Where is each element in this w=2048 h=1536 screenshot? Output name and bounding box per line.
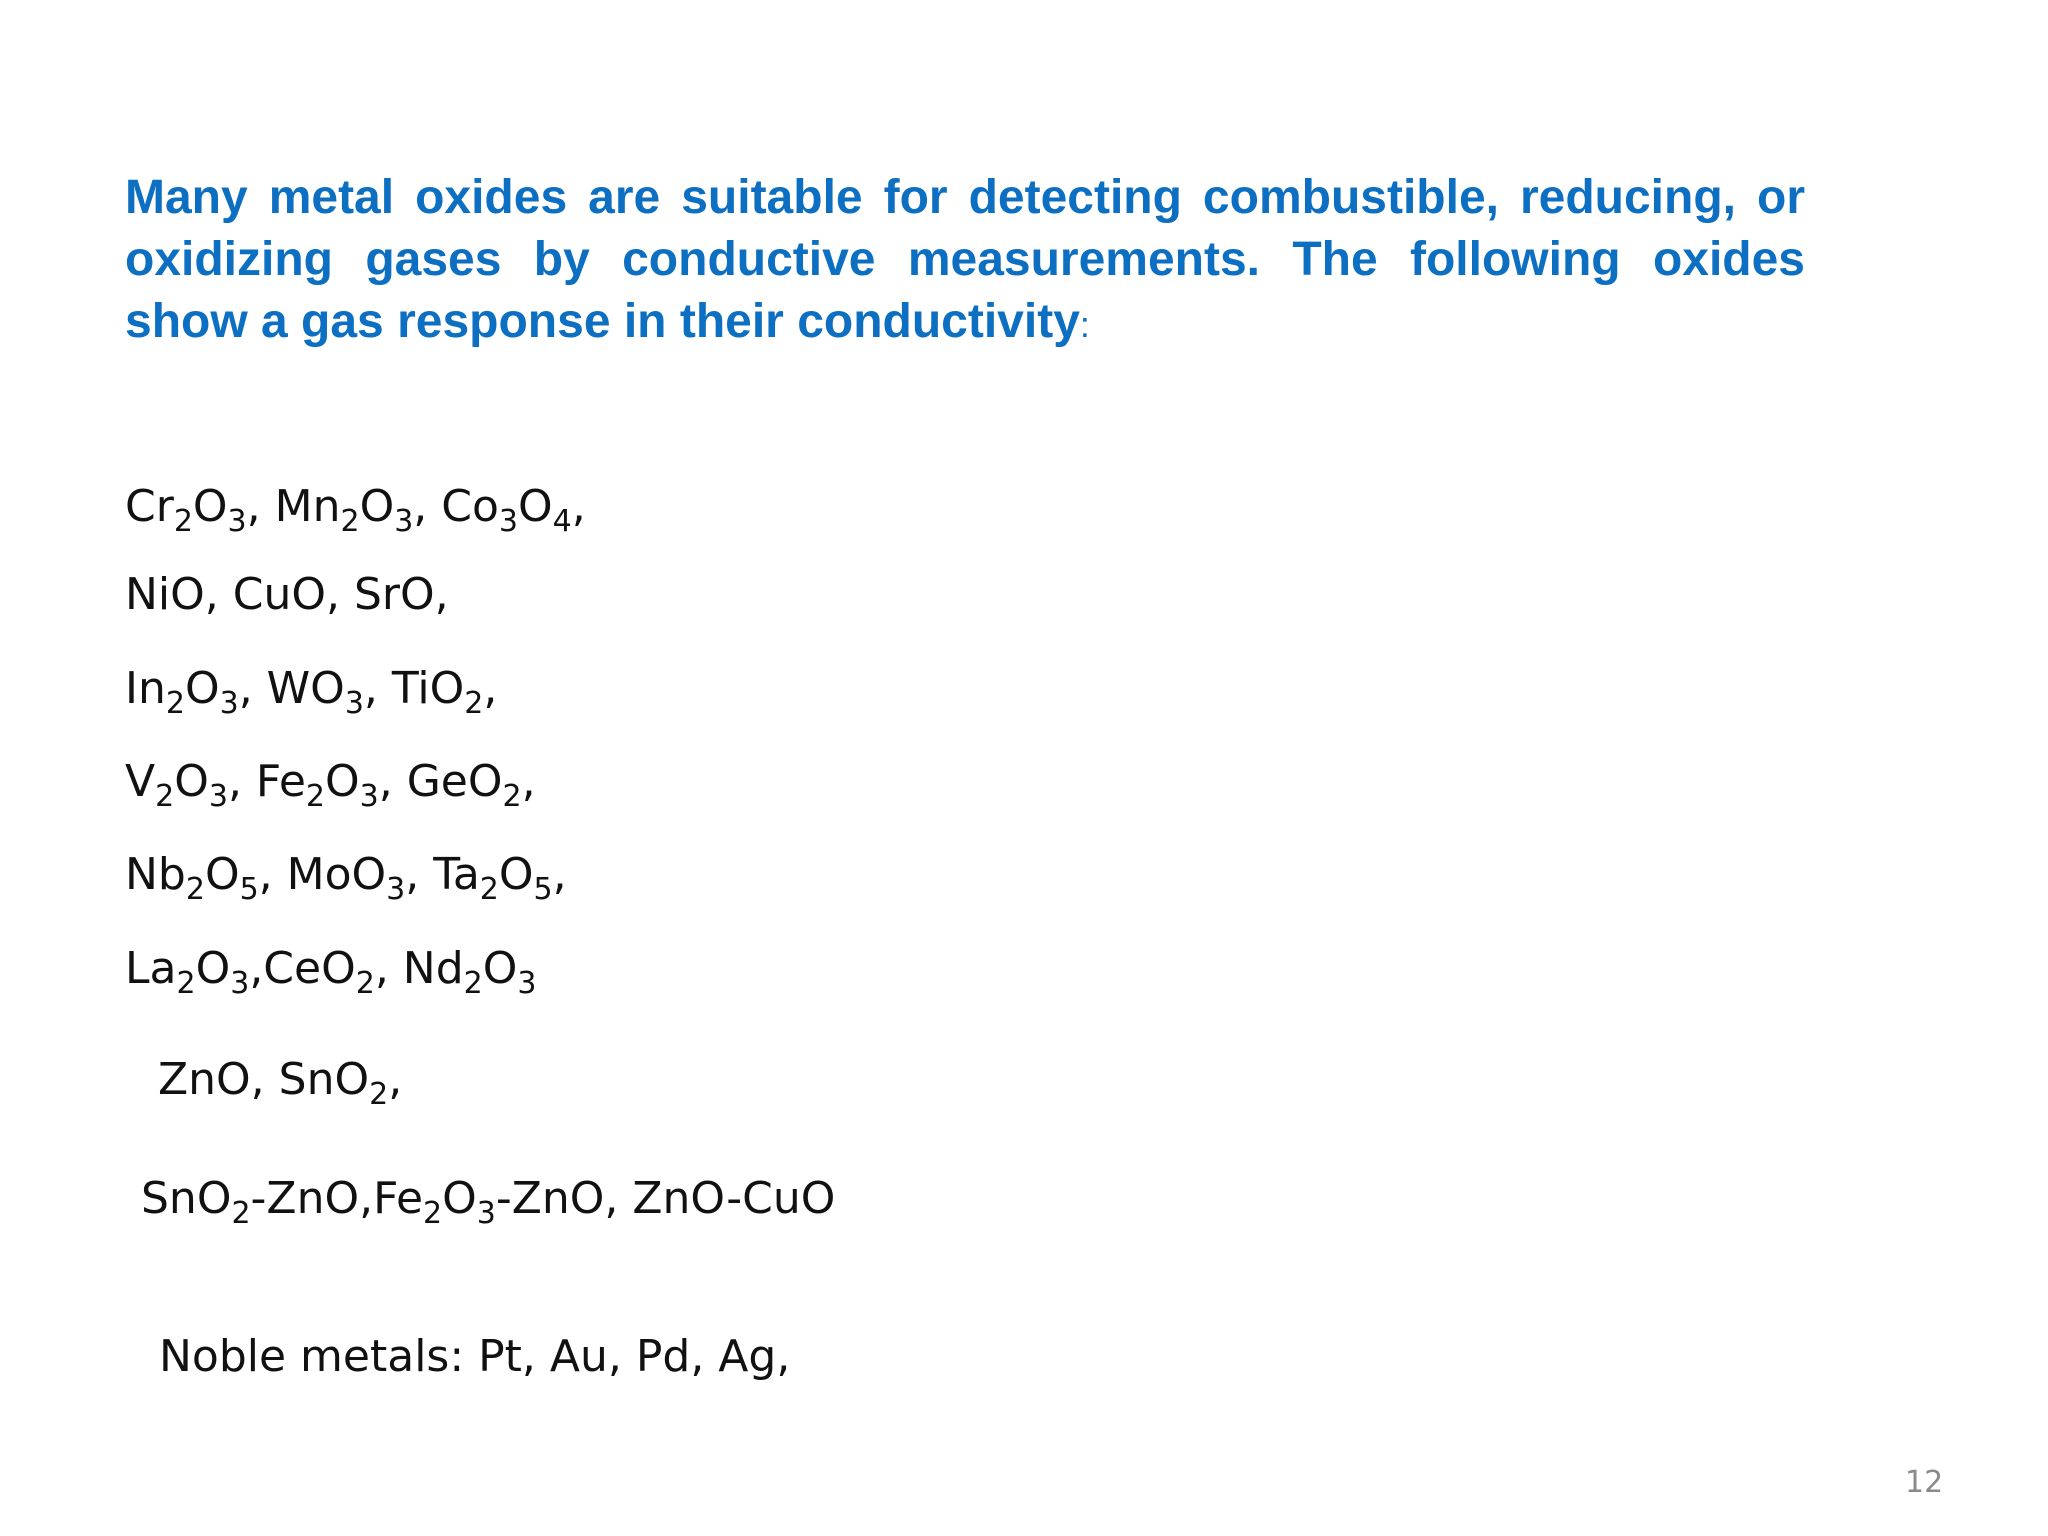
subscript: 2	[185, 872, 205, 907]
oxide-line-1	[125, 480, 586, 539]
subscript: 3	[517, 966, 537, 1001]
subscript: 4	[552, 504, 572, 539]
formula-text: Nb	[125, 849, 186, 900]
intro-paragraph	[125, 167, 1805, 356]
subscript: 2	[231, 1196, 251, 1231]
subscript: 2	[423, 1196, 443, 1231]
subscript: 3	[394, 504, 414, 539]
noble-metals-line	[159, 1330, 790, 1384]
formula-text: In	[125, 663, 166, 714]
subscript: 2	[173, 504, 193, 539]
formula-text: SnO	[141, 1173, 232, 1224]
formula-text: ,	[552, 849, 567, 900]
formula-text: O	[324, 756, 360, 807]
formula-text: V	[125, 756, 156, 807]
oxide-line-8	[141, 1172, 836, 1231]
formula-text: ,	[483, 663, 498, 714]
formula-text: ZnO, SnO	[158, 1054, 370, 1105]
subscript: 2	[479, 872, 499, 907]
intro-colon: :	[1079, 304, 1090, 345]
formula-text: Noble metals: Pt, Au, Pd, Ag,	[159, 1331, 791, 1382]
formula-text: O	[442, 1173, 477, 1224]
formula-text: O	[518, 481, 553, 532]
formula-text: O	[174, 756, 209, 807]
subscript: 2	[155, 779, 175, 814]
subscript: 3	[227, 504, 247, 539]
formula-text: -ZnO,Fe	[250, 1173, 424, 1224]
subscript: 2	[305, 779, 325, 814]
subscript: 2	[165, 686, 185, 721]
subscript: 2	[355, 966, 375, 1001]
subscript: 3	[219, 686, 239, 721]
formula-text: O	[195, 943, 231, 994]
formula-text: O	[184, 663, 220, 714]
subscript: 2	[369, 1077, 389, 1112]
formula-text: ,CeO	[249, 943, 356, 994]
subscript: 3	[230, 966, 250, 1001]
formula-text: O	[359, 481, 395, 532]
intro-text: Many metal oxides are suitable for detecting combustible, reducing, or oxidizing gases by conductive measurements. The following oxides show a gas response in their conductivity	[125, 171, 1805, 348]
formula-text: , Mn	[246, 481, 341, 532]
formula-text: O	[498, 849, 534, 900]
formula-text: Cr	[125, 481, 174, 532]
subscript: 3	[498, 504, 519, 539]
subscript: 2	[463, 966, 483, 1001]
oxide-line-3	[125, 662, 498, 721]
formula-text: , WO	[238, 663, 345, 714]
subscript: 3	[359, 779, 379, 814]
subscript: 2	[340, 504, 360, 539]
formula-text: , TiO	[363, 663, 465, 714]
formula-text: O	[192, 481, 228, 532]
formula-text: , Ta	[405, 849, 480, 900]
oxide-line-2	[125, 568, 449, 622]
subscript: 3	[476, 1196, 496, 1231]
formula-text: ,	[571, 481, 586, 532]
oxide-line-6	[125, 942, 537, 1001]
formula-text: , MoO	[258, 849, 387, 900]
formula-text: ,	[521, 756, 536, 807]
subscript: 3	[386, 872, 406, 907]
formula-text: , Nd	[374, 943, 464, 994]
formula-text: -ZnO, ZnO-CuO	[495, 1173, 836, 1224]
subscript: 5	[533, 872, 553, 907]
formula-text: NiO, CuO, SrO,	[125, 569, 449, 620]
formula-text: O	[204, 849, 240, 900]
subscript: 2	[464, 686, 484, 721]
subscript: 2	[502, 779, 522, 814]
formula-text: ,	[388, 1054, 403, 1105]
formula-text: O	[482, 943, 518, 994]
subscript: 3	[208, 779, 228, 814]
oxide-line-7	[158, 1053, 403, 1112]
formula-text: , Co	[413, 481, 499, 532]
subscript: 2	[176, 966, 196, 1001]
oxide-line-5	[125, 848, 567, 907]
oxide-line-4	[125, 755, 536, 814]
subscript: 5	[239, 872, 259, 907]
formula-text: , Fe	[227, 756, 306, 807]
formula-text: , GeO	[378, 756, 503, 807]
page-number: 12	[1905, 1465, 1944, 1500]
subscript: 3	[344, 686, 364, 721]
formula-text: La	[125, 943, 177, 994]
